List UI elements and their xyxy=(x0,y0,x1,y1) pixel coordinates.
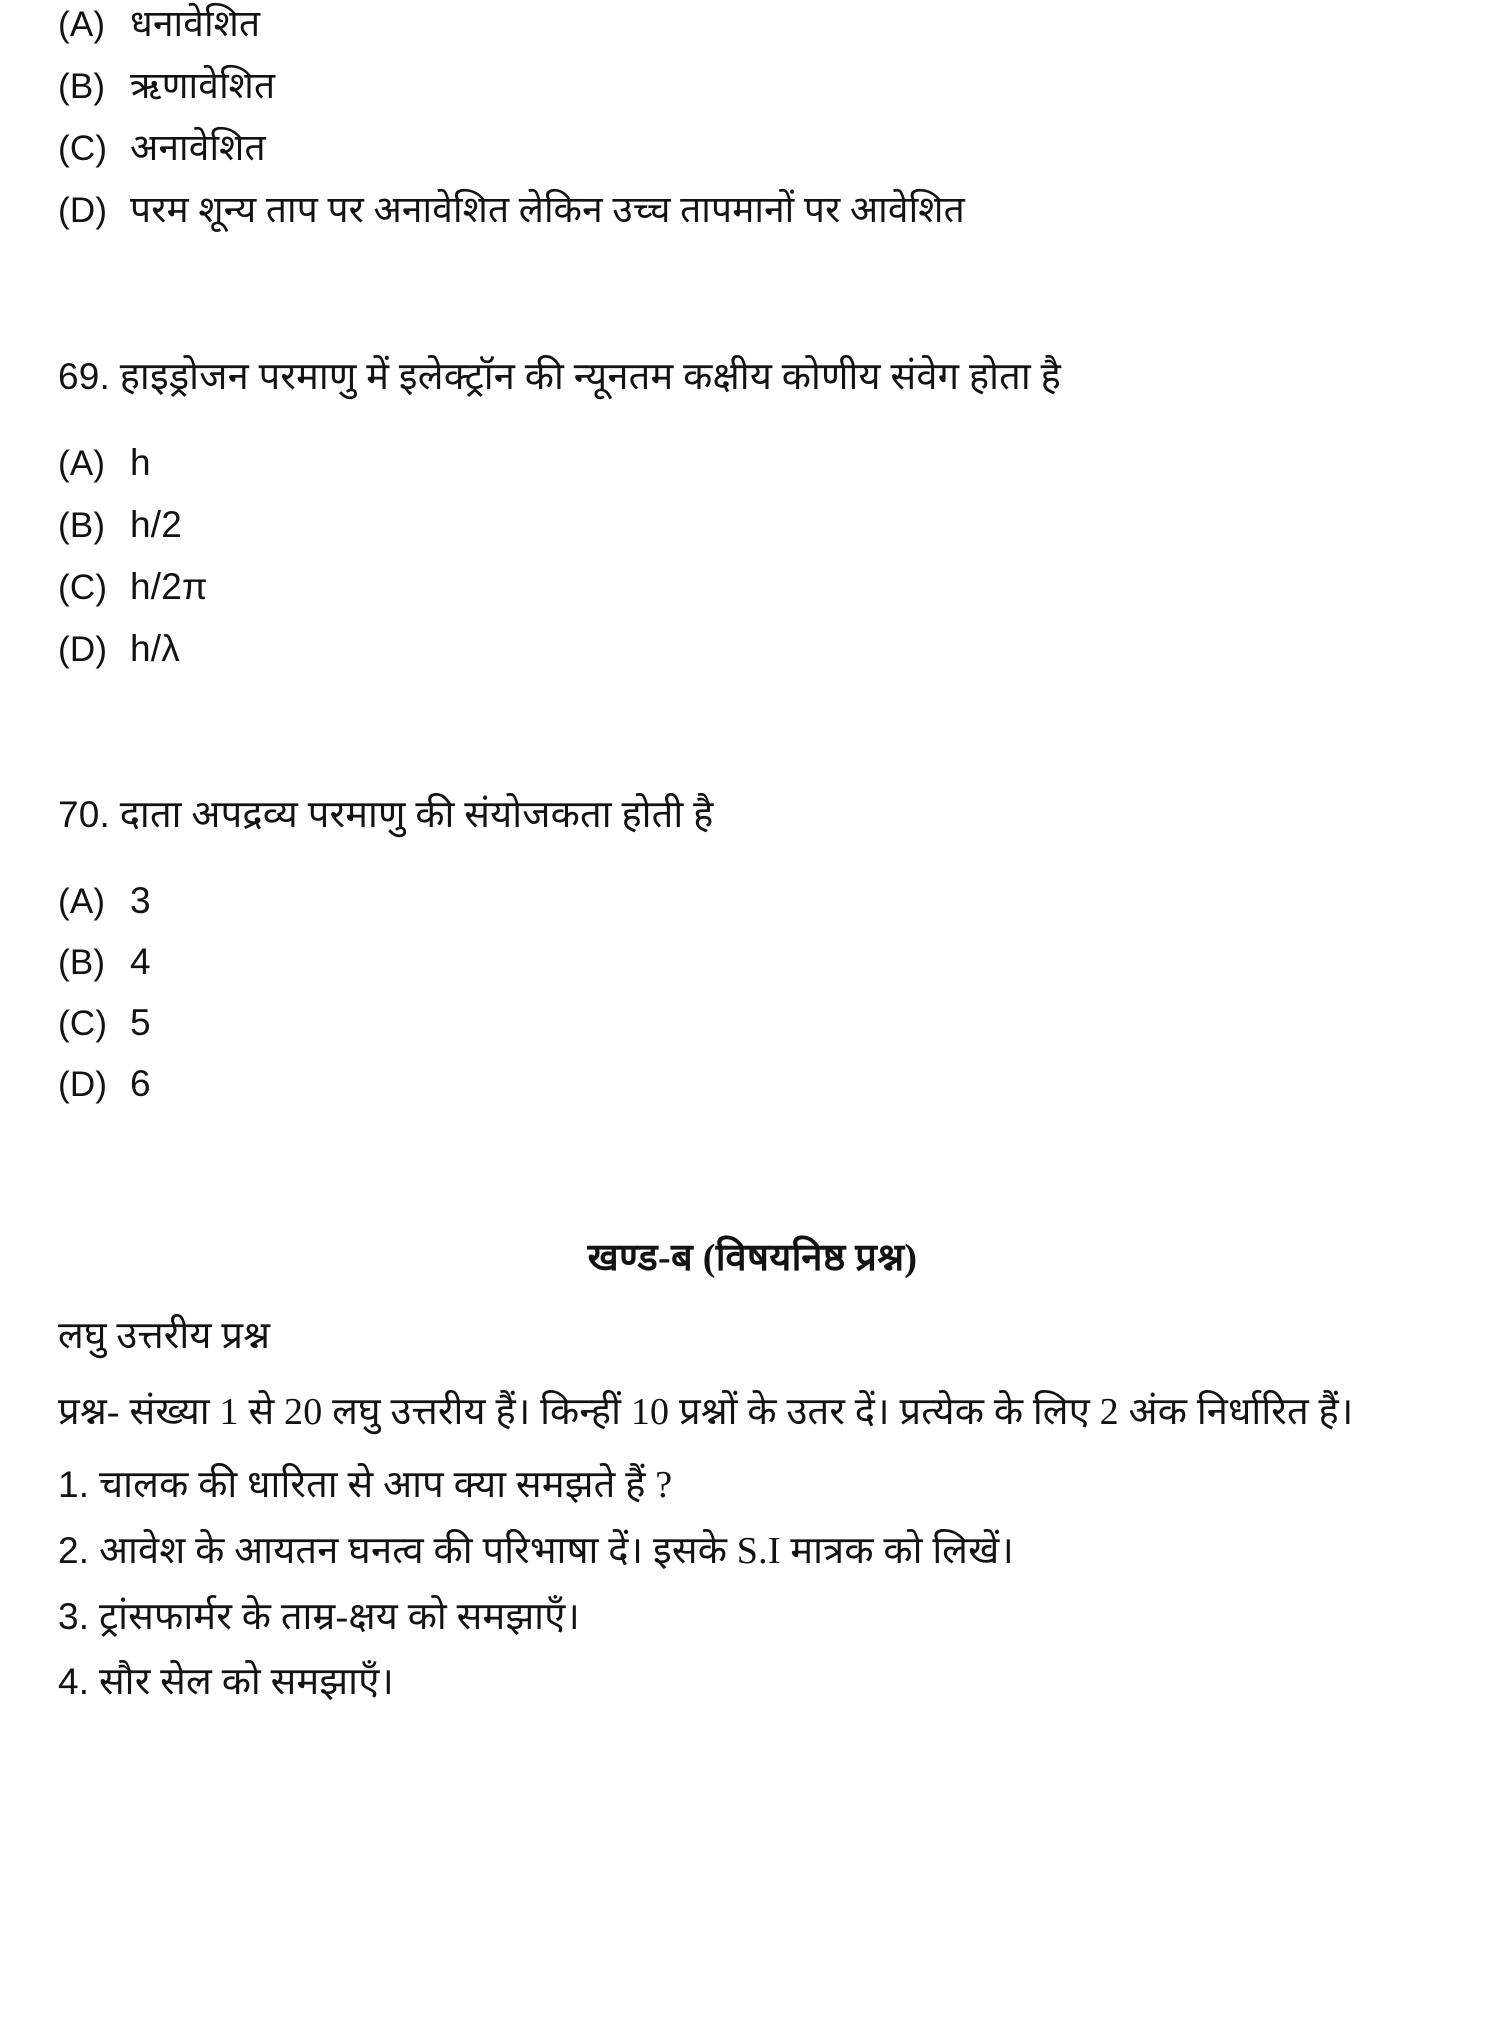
question-69-text: हाइड्रोजन परमाणु में इलेक्ट्रॉन की न्यूनतम कक्षीय कोणीय संवेग होता है xyxy=(119,356,1061,398)
spacer-q70-stem xyxy=(58,836,1447,882)
question-70-text: दाता अपद्रव्य परमाणु की संयोजकता होती है xyxy=(119,793,714,836)
spacer-before-section-b xyxy=(58,1126,1447,1230)
option-text-68-c: अनावेशित xyxy=(130,128,266,169)
question-69-block xyxy=(58,358,1447,667)
option-label-69-b: (B) xyxy=(58,505,106,545)
short-question-2 xyxy=(58,1529,1447,1572)
spacer-sq3 xyxy=(58,1637,1447,1663)
short-question-2-number: 2. xyxy=(58,1529,90,1571)
option-row-70-c xyxy=(58,1001,1447,1043)
option-text-69-a: h xyxy=(130,441,151,483)
spacer-after-instruction xyxy=(58,1440,1447,1466)
section-b-subheading: लघु उत्तरीय प्रश्न xyxy=(58,1314,271,1357)
question-69-stem xyxy=(58,358,1447,398)
short-question-1 xyxy=(58,1463,1447,1506)
option-text-69-c: h/2π xyxy=(130,565,208,607)
question-70-number: 70. xyxy=(58,793,111,835)
option-text-69-b: h/2 xyxy=(130,503,183,545)
option-label-68-b: (B) xyxy=(58,67,106,106)
spacer-after-section-heading xyxy=(58,1282,1447,1308)
section-b-block xyxy=(58,1230,1447,1704)
option-row-69-d xyxy=(58,627,1447,669)
option-text-70-b: 4 xyxy=(130,940,151,982)
option-row-68-a xyxy=(58,6,1447,43)
section-b-heading: खण्ड-ब (विषयनिष्ठ प्रश्न) xyxy=(587,1236,918,1279)
option-row-70-b xyxy=(58,940,1447,982)
spacer-after-q69 xyxy=(58,692,1447,796)
question-68-options-block xyxy=(58,6,1447,229)
short-question-1-number: 1. xyxy=(58,1463,90,1505)
question-69-number: 69. xyxy=(58,356,111,397)
short-question-2-text: आवेश के आयतन घनत्व की परिभाषा दें। इसके S.I मात्रक को लिखें। xyxy=(98,1529,1015,1572)
option-label-70-d: (D) xyxy=(58,1064,108,1104)
option-label-70-b: (B) xyxy=(58,942,106,982)
option-text-69-d: h/λ xyxy=(130,627,180,669)
option-label-68-c: (C) xyxy=(58,129,108,168)
short-question-3 xyxy=(58,1595,1447,1638)
spacer-after-q68 xyxy=(58,254,1447,358)
option-text-68-d: परम शून्य ताप पर अनावेशित लेकिन उच्च तापमानों पर आवेशित xyxy=(130,190,965,231)
short-question-1-text: चालक की धारिता से आप क्या समझते हैं ? xyxy=(98,1463,673,1506)
short-question-3-number: 3. xyxy=(58,1595,90,1637)
short-question-4-text: सौर सेल को समझाएँ। xyxy=(98,1661,395,1704)
spacer-sq2 xyxy=(58,1572,1447,1598)
short-question-4-number: 4. xyxy=(58,1661,90,1703)
option-row-68-c xyxy=(58,130,1447,167)
spacer-q69-stem xyxy=(58,398,1447,444)
option-label-69-c: (C) xyxy=(58,567,108,607)
option-row-69-a xyxy=(58,441,1447,483)
question-70-stem xyxy=(58,793,1447,836)
option-label-69-a: (A) xyxy=(58,443,106,483)
option-text-70-c: 5 xyxy=(130,1001,151,1043)
option-row-69-b xyxy=(58,503,1447,545)
option-row-70-a xyxy=(58,879,1447,921)
section-b-instruction: प्रश्न- संख्या 1 से 20 लघु उत्तरीय हैं। किन्हीं 10 प्रश्नों के उतर दें। प्रत्येक के लिए 2 अंक निर्धारित हैं। xyxy=(58,1390,1354,1433)
question-70-block xyxy=(58,793,1447,1104)
option-label-70-c: (C) xyxy=(58,1003,108,1043)
option-label-68-a: (A) xyxy=(58,5,106,44)
option-row-70-d xyxy=(58,1062,1447,1104)
option-label-70-a: (A) xyxy=(58,881,106,921)
option-row-68-d xyxy=(58,192,1447,229)
option-label-68-d: (D) xyxy=(58,191,108,230)
option-row-69-c xyxy=(58,565,1447,607)
short-question-4 xyxy=(58,1663,1447,1703)
option-text-68-b: ऋणावेशित xyxy=(130,66,276,107)
spacer-after-subheading xyxy=(58,1360,1447,1386)
spacer-sq1 xyxy=(58,1506,1447,1532)
option-text-68-a: धनावेशित xyxy=(130,4,261,45)
option-text-70-a: 3 xyxy=(130,879,151,921)
short-question-3-text: ट्रांसफार्मर के ताम्र-क्षय को समझाएँ। xyxy=(98,1595,581,1638)
option-label-69-d: (D) xyxy=(58,629,108,669)
option-text-70-d: 6 xyxy=(130,1062,151,1104)
option-row-68-b xyxy=(58,68,1447,105)
